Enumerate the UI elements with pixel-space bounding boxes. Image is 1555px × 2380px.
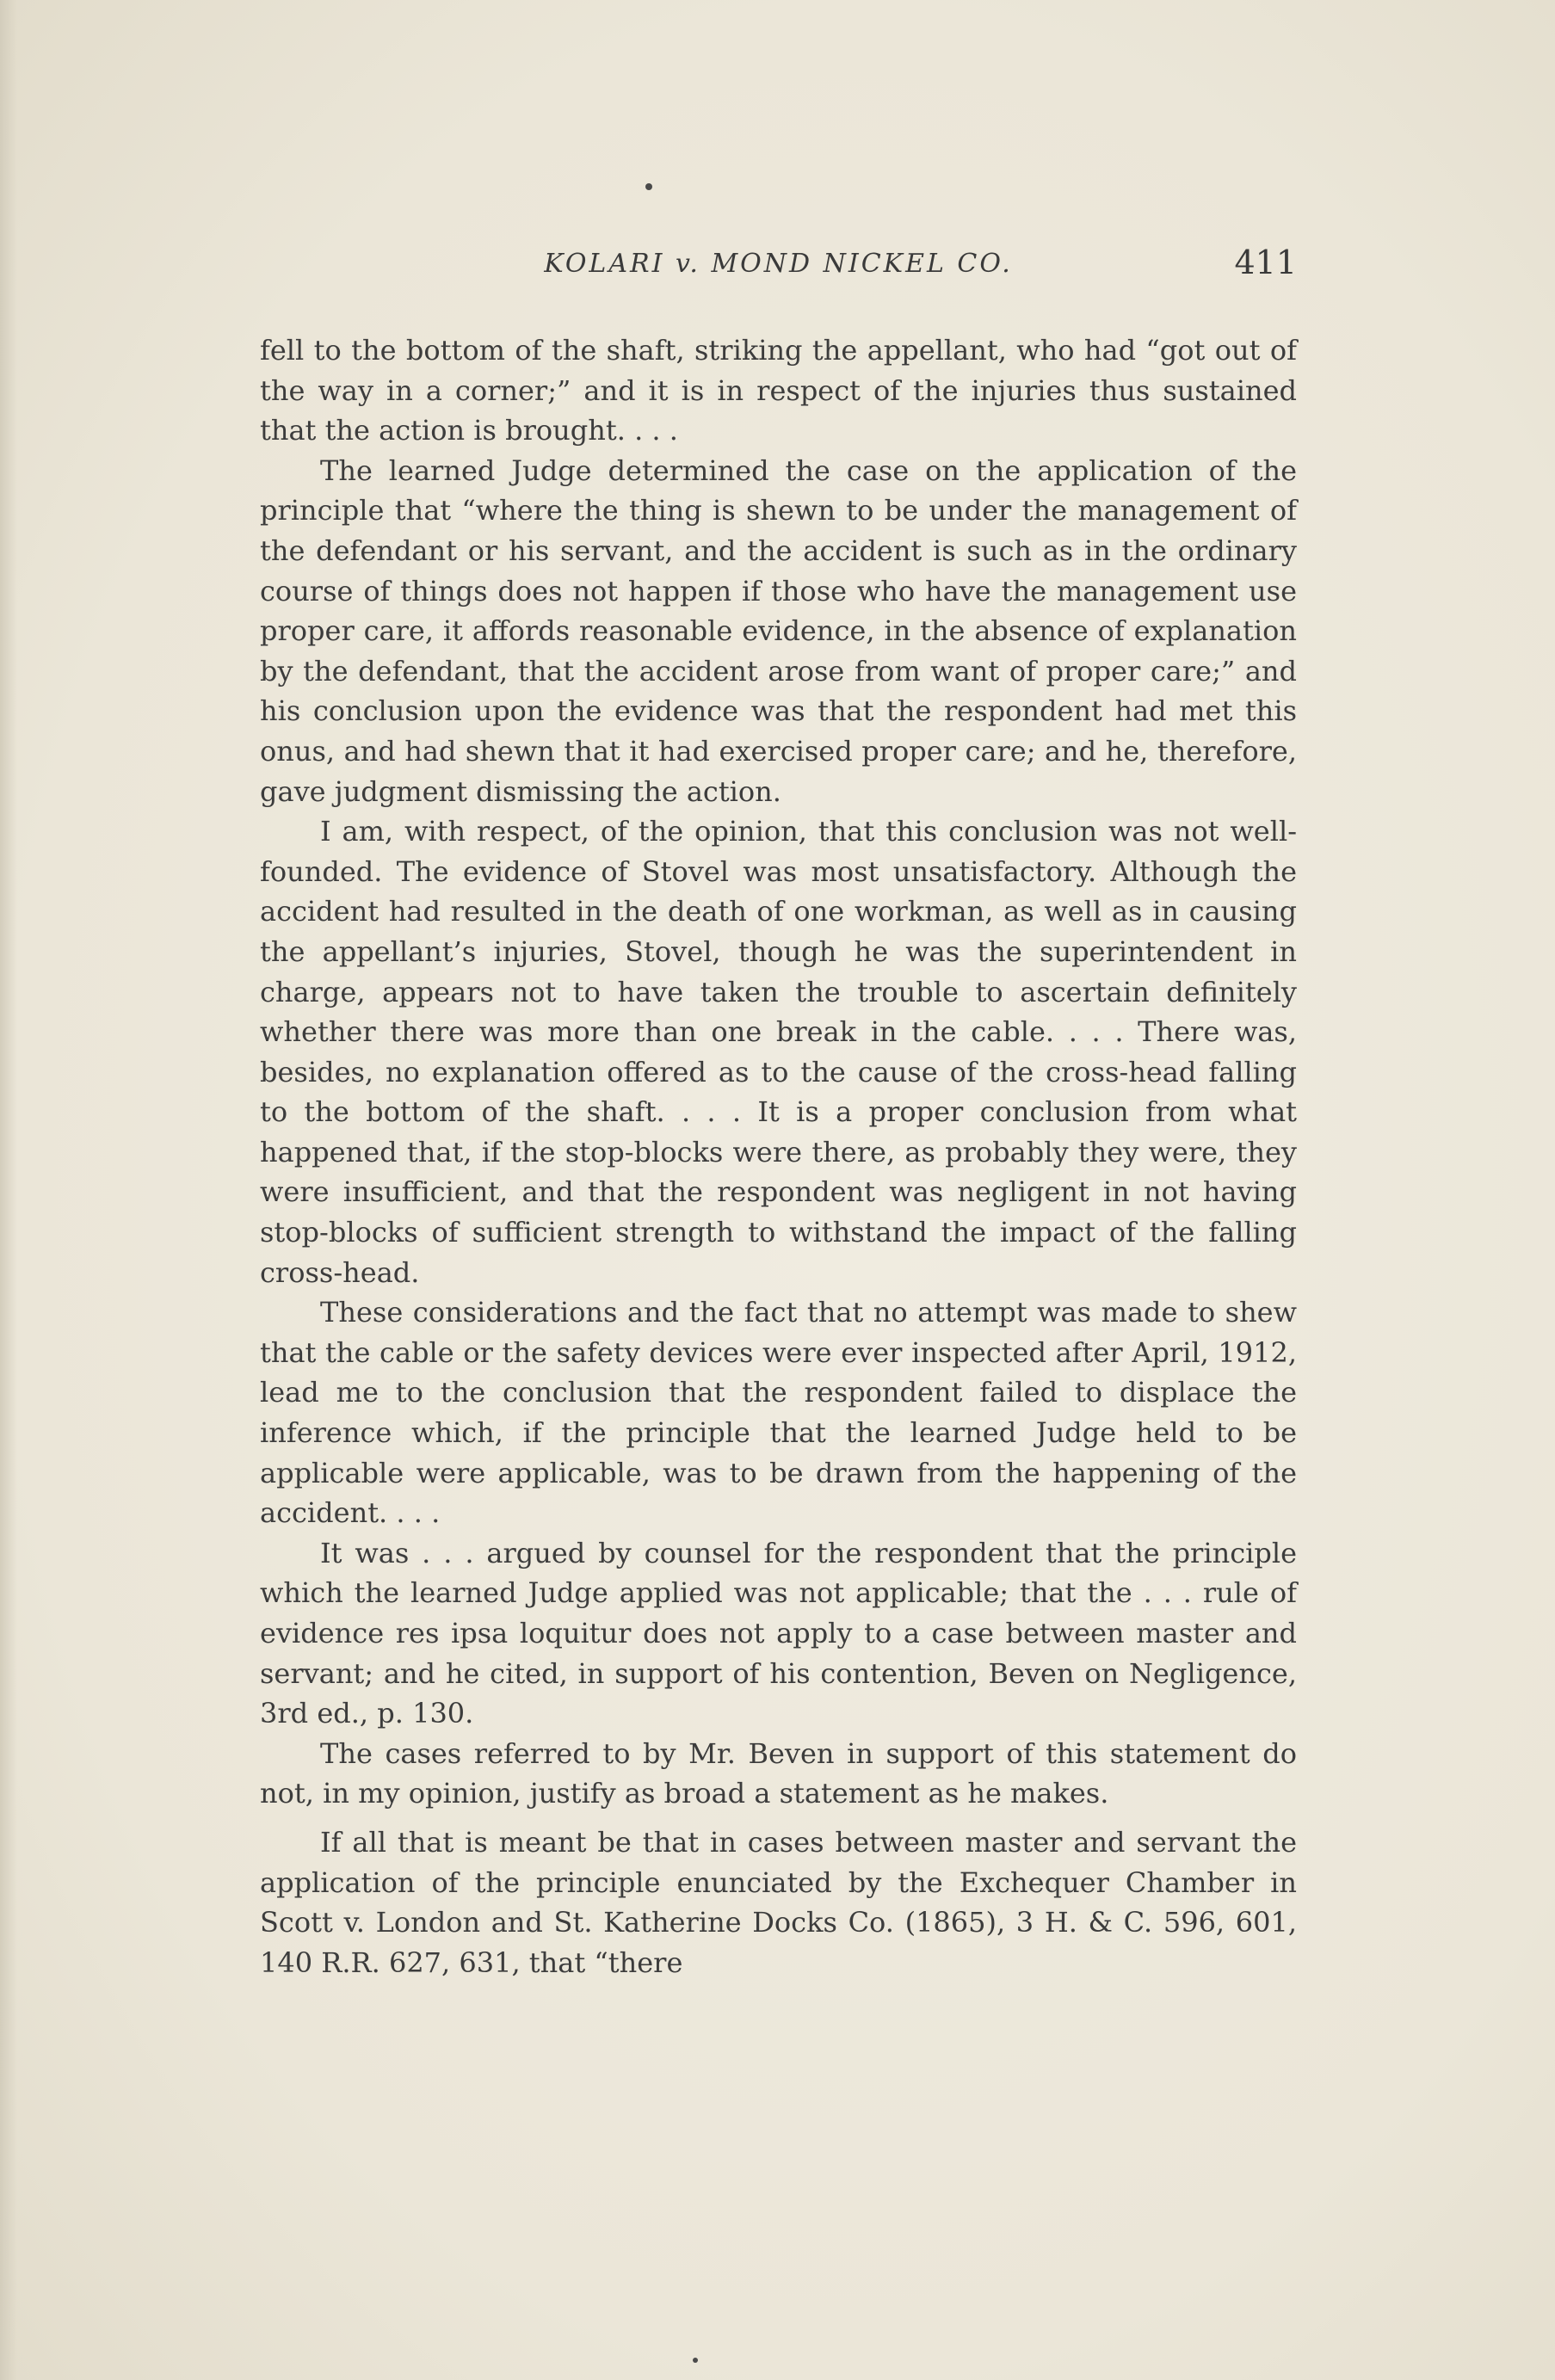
paragraph: It was . . . argued by counsel for the respondent that the principle which the learned Judge applied was not applicable; that the . . . rule of evidence res ipsa loquitur does not apply to a case between master and servant; and he cited, in support of his contention, Beven on Negligence, 3rd ed., p. 130. <box>260 1536 1297 1730</box>
running-head: KOLARI v. MOND NICKEL CO. <box>544 249 1013 279</box>
paragraph: These considerations and the fact that no attempt was made to shew that the cable or the safety devices were ever inspected after April, 1912, lead me to the conclusion that the respondent failed to displace the inference which, if the principle that the learned Judge held to be applicable were applicable, was to be drawn from the happening of the accident. . . . <box>260 1296 1297 1530</box>
body-text <box>260 330 1297 1982</box>
paragraph: The cases referred to by Mr. Beven in support of this statement do not, in my opinion, justify as broad a statement as he makes. <box>260 1736 1297 1810</box>
paragraph: If all that is meant be that in cases between master and servant the application of the principle enunciated by the Exchequer Chamber in Scott v. London and St. Katherine Docks Co. (1865), 3 H. & C. 596, 601, 140 R.R. 627, 631, that “there <box>260 1825 1297 1979</box>
page-header <box>260 244 1297 295</box>
paragraph: fell to the bottom of the shaft, striking the appellant, who had “got out of the way in a corner;” and it is in respect of the injuries thus sustained that the action is brought. . . . <box>260 334 1297 447</box>
printer-mark-dot <box>693 2358 698 2363</box>
page-number: 411 <box>1234 244 1297 281</box>
paragraph: The learned Judge determined the case on the application of the principle that “where the thing is shewn to be under the management of the defendant or his servant, and the accident is such as in the ordinary course of things does not happen if those who have the management use proper care, it affords reasonable evidence, in the absence of explanation by the defendant, that the accident arose from want of proper care;” and his conclusion upon the evidence was that the respondent had met this onus, and had shewn that it had exercised proper care; and he, therefore, gave judgment dismissing the action. <box>260 453 1297 808</box>
paragraph: I am, with respect, of the opinion, that this conclusion was not well-founded. The evidence of Stovel was most unsatisfactory. Although the accident had resulted in the death of one workman, as well as in causing the appellant’s injuries, Stovel, though he was the superintendent in charge, appears not to have taken the trouble to ascertain definitely whether there was more than one break in the cable. . . . There was, besides, no explanation offered as to the cause of the cross-head falling to the bottom of the shaft. . . . It is a proper conclusion from what happened that, if the stop-blocks were there, as probably they were, they were insufficient, and that the respondent was negligent in not having stop-blocks of sufficient strength to withstand the impact of the falling cross-head. <box>260 815 1297 1289</box>
printer-mark-dot <box>645 183 652 190</box>
page-gutter-shadow <box>0 0 17 2380</box>
